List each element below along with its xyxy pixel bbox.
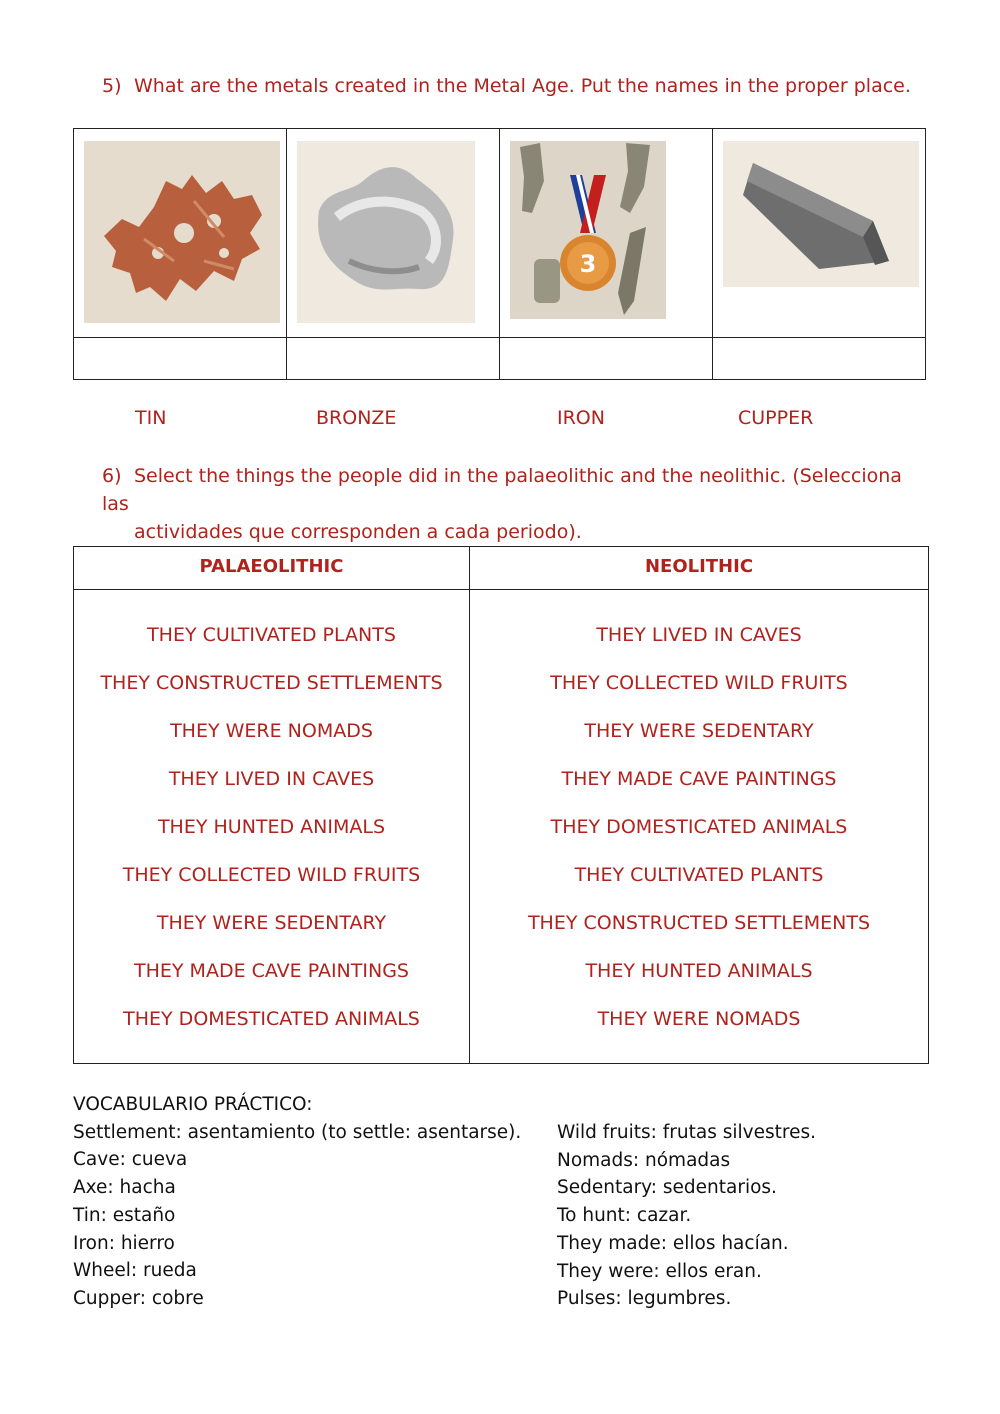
word-tin[interactable]: TIN	[135, 407, 167, 429]
answer-cell-1[interactable]	[74, 339, 286, 379]
vocabulary-entry: Wheel: rueda	[73, 1260, 197, 1282]
vocabulary-entry: Pulses: legumbres.	[557, 1288, 732, 1310]
vocabulary-title: VOCABULARIO PRÁCTICO:	[73, 1094, 313, 1115]
metals-table	[73, 128, 926, 380]
tin-metal-icon	[297, 141, 475, 323]
palaeolithic-option[interactable]: THEY COLLECTED WILD FRUITS	[122, 864, 421, 886]
word-iron[interactable]: IRON	[557, 407, 605, 429]
bronze-medal-icon	[510, 141, 666, 319]
vocabulary-left	[73, 1091, 521, 1313]
vocabulary-entry: Cave: cueva	[73, 1149, 188, 1171]
palaeolithic-option[interactable]: THEY CONSTRUCTED SETTLEMENTS	[100, 672, 443, 694]
vocabulary-entry: Nomads: nómadas	[557, 1149, 731, 1171]
neolithic-option[interactable]: THEY LIVED IN CAVES	[596, 624, 802, 646]
vocabulary-entry: Wild fruits: frutas silvestres.	[557, 1122, 816, 1143]
vocabulary-entry: Tin: estaño	[73, 1204, 176, 1226]
word-cupper[interactable]: CUPPER	[738, 407, 814, 429]
vocabulary-right	[557, 1119, 816, 1313]
neolithic-header: NEOLITHIC	[644, 556, 754, 577]
neolithic-option[interactable]: THEY WERE NOMADS	[597, 1008, 801, 1030]
vocabulary-entry: Settlement: asentamiento (to settle: asentarse).	[73, 1121, 522, 1143]
vocabulary-entry: Axe: hacha	[73, 1177, 176, 1199]
vocabulary-entry: Cupper: cobre	[73, 1287, 204, 1309]
word-bronze[interactable]: BRONZE	[316, 407, 397, 429]
neolithic-option[interactable]: THEY CONSTRUCTED SETTLEMENTS	[527, 912, 871, 934]
vocabulary-entry: Sedentary: sedentarios.	[557, 1177, 777, 1199]
question-number: 5)	[102, 75, 122, 97]
neolithic-option[interactable]: THEY WERE SEDENTARY	[584, 720, 814, 742]
neolithic-list	[470, 622, 928, 1054]
answer-cell-3[interactable]	[500, 339, 712, 379]
row-divider	[74, 337, 925, 338]
svg-text:3: 3	[579, 250, 597, 278]
vocabulary-entry: To hunt: cazar.	[557, 1205, 692, 1227]
palaeolithic-option[interactable]: THEY WERE SEDENTARY	[156, 912, 387, 934]
palaeolithic-option[interactable]: THEY HUNTED ANIMALS	[157, 816, 386, 838]
question-5	[102, 72, 911, 100]
iron-bar-icon	[723, 141, 919, 287]
neolithic-option[interactable]: THEY CULTIVATED PLANTS	[574, 864, 824, 886]
palaeolithic-option[interactable]: THEY MADE CAVE PAINTINGS	[134, 960, 409, 982]
vocabulary-entry: They made: ellos hacían.	[557, 1232, 789, 1254]
question-number: 6)	[102, 465, 122, 487]
palaeolithic-option[interactable]: THEY WERE NOMADS	[170, 720, 373, 742]
vocabulary-entry: Iron: hierro	[73, 1232, 175, 1254]
neolithic-option[interactable]: THEY COLLECTED WILD FRUITS	[550, 672, 848, 694]
answer-cell-2[interactable]	[287, 339, 499, 379]
palaeolithic-option[interactable]: THEY DOMESTICATED ANIMALS	[123, 1008, 420, 1030]
neolithic-option[interactable]: THEY HUNTED ANIMALS	[585, 960, 813, 982]
neolithic-option[interactable]: THEY MADE CAVE PAINTINGS	[561, 768, 837, 790]
question-text-line-2: actividades que corresponden a cada periodo).	[134, 521, 582, 543]
header-divider	[74, 589, 928, 590]
palaeolithic-header: PALAEOLITHIC	[199, 556, 344, 577]
question-text: What are the metals created in the Metal Age. Put the names in the proper place.	[134, 75, 911, 97]
palaeolithic-option[interactable]: THEY CULTIVATED PLANTS	[147, 624, 396, 646]
neolithic-option[interactable]: THEY DOMESTICATED ANIMALS	[550, 816, 848, 838]
vocabulary-entry: They were: ellos eran.	[557, 1260, 762, 1282]
answer-cell-4[interactable]	[713, 339, 925, 379]
activities-table	[73, 546, 929, 1064]
copper-nugget-icon	[84, 141, 280, 323]
question-text-line-1: Select the things the people did in the palaeolithic and the neolithic. (Selecciona las	[102, 465, 902, 515]
palaeolithic-option[interactable]: THEY LIVED IN CAVES	[168, 768, 375, 790]
palaeolithic-list	[74, 622, 469, 1054]
question-6	[102, 462, 932, 546]
